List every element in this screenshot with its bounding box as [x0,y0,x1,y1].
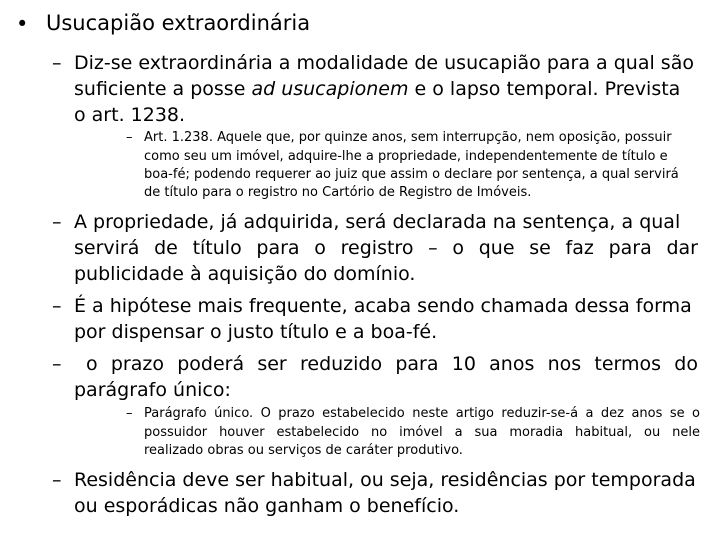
item-1-line-2: publicidade à aquisição do domínio. [74,263,416,285]
item-0-line-1: suficiente a posse ad usucapionem e o lapso temporal. Prevista [74,78,681,100]
dash-quote-3: – [126,406,133,421]
dash-item-2: – [52,295,62,317]
slide-title: Usucapião extraordinária [46,11,311,35]
dash-item-4: – [52,469,62,491]
item-4-line-1: ou esporádicas não ganham o benefício. [74,495,460,517]
item-2-line-0: É a hipótese mais frequente, acaba sendo chamada dessa forma [74,295,692,317]
title-bullet: • [16,12,29,36]
item-3-line-1: parágrafo único: [74,379,231,401]
item-0-line-2: o art. 1238. [74,104,186,126]
dash-item-0: – [52,52,62,74]
item-0-line-0: Diz-se extraordinária a modalidade de usucapião para a qual são [74,52,694,74]
item-3-line-0: o prazo poderá ser reduzido para 10 anos nos termos do [86,353,698,375]
item-1-line-1: servirá de título para o registro – o que se faz para dar [74,237,698,259]
item-2-line-1: por dispensar o justo título e a boa-fé. [74,321,438,343]
quote-3-line-2: realizado obras ou serviços de caráter produtivo. [144,443,463,458]
dash-item-1: – [52,211,62,233]
dash-item-3: – [52,353,62,375]
quote-0-line-3: de título para o registro no Cartório de Registro de Imóveis. [144,185,532,200]
item-4-line-0: Residência deve ser habitual, ou seja, residências por temporada [74,469,696,491]
quote-0-line-2: boa-fé; podendo requerer ao juiz que assim o declare por sentença, a qual servirá [144,167,679,182]
item-1-line-0: A propriedade, já adquirida, será declarada na sentença, a qual [74,211,681,233]
quote-3-line-0: Parágrafo único. O prazo estabelecido neste artigo reduzir-se-á a dez anos se o [144,406,700,421]
dash-quote-0: – [126,130,133,145]
quote-3-line-1: possuidor houver estabelecido no imóvel a sua moradia habitual, ou nele [144,425,700,440]
quote-0-line-1: como seu um imóvel, adquire-lhe a propriedade, independentemente de título e [144,149,668,164]
latin-term: ad usucapionem [251,78,409,100]
quote-0-line-0: Art. 1.238. Aquele que, por quinze anos, sem interrupção, nem oposição, possuir [144,130,672,145]
